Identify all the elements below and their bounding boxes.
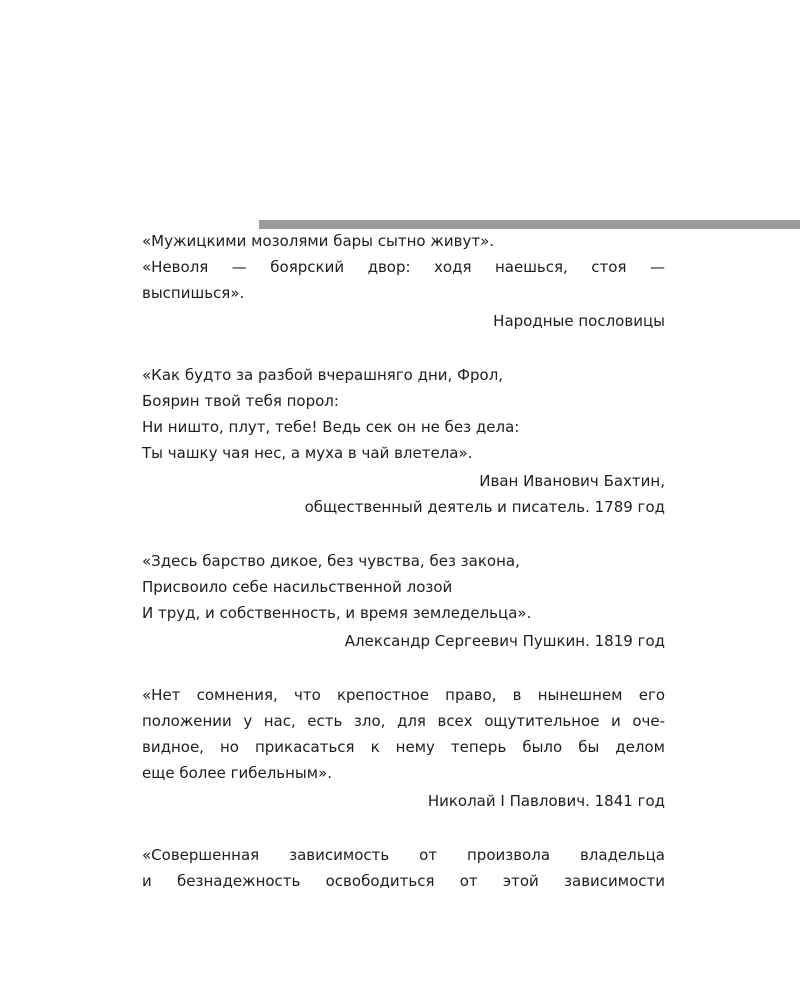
quote-line: еще более гибельным». (142, 764, 333, 782)
quote-block-dependence (142, 842, 665, 894)
quote-line: видное, но прикасаться к нему теперь было бы делом (142, 738, 665, 756)
quote-line: «Неволя — боярский двор: ходя наешься, стоя — (142, 258, 665, 276)
quote-line: положении у нас, есть зло, для всех ощутительное и оче- (142, 712, 665, 730)
quote-line: выспишься». (142, 284, 245, 302)
quote-attribution: Николай I Павлович. 1841 год (427, 792, 665, 810)
quote-line: Боярин твой тебя порол: (142, 392, 339, 410)
quote-block-nicholas (142, 682, 665, 814)
quote-block-pushkin (142, 548, 665, 654)
quote-attribution: общественный деятель и писатель. 1789 год (304, 498, 665, 516)
quote-attribution: Иван Иванович Бахтин, (479, 472, 665, 490)
quote-line: Ни ништо, плут, тебе! Ведь сек он не без дела: (142, 418, 520, 436)
quote-block-proverbs (142, 228, 665, 334)
quote-line: «Мужицкими мозолями бары сытно живут». (142, 232, 495, 250)
quote-line: «Совершенная зависимость от произвола владельца (142, 846, 665, 864)
quote-line: Присвоило себе насильственной лозой (142, 578, 453, 596)
quote-line: И труд, и собственность, и время земледельца». (142, 604, 532, 622)
quote-attribution: Народные пословицы (493, 312, 665, 330)
quote-line: «Здесь барство дикое, без чувства, без закона, (142, 552, 520, 570)
quote-line: Ты чашку чая нес, а муха в чай влетела». (142, 444, 473, 462)
quote-block-bakhtin (142, 362, 665, 520)
quote-line: «Как будто за разбой вчерашняго дни, Фрол, (142, 366, 504, 384)
quote-line: «Нет сомнения, что крепостное право, в нынешнем его (142, 686, 665, 704)
quote-attribution: Александр Сергеевич Пушкин. 1819 год (344, 632, 665, 650)
quote-line: и безнадежность освободиться от этой зависимости (142, 872, 665, 890)
quotes-content (142, 228, 665, 894)
